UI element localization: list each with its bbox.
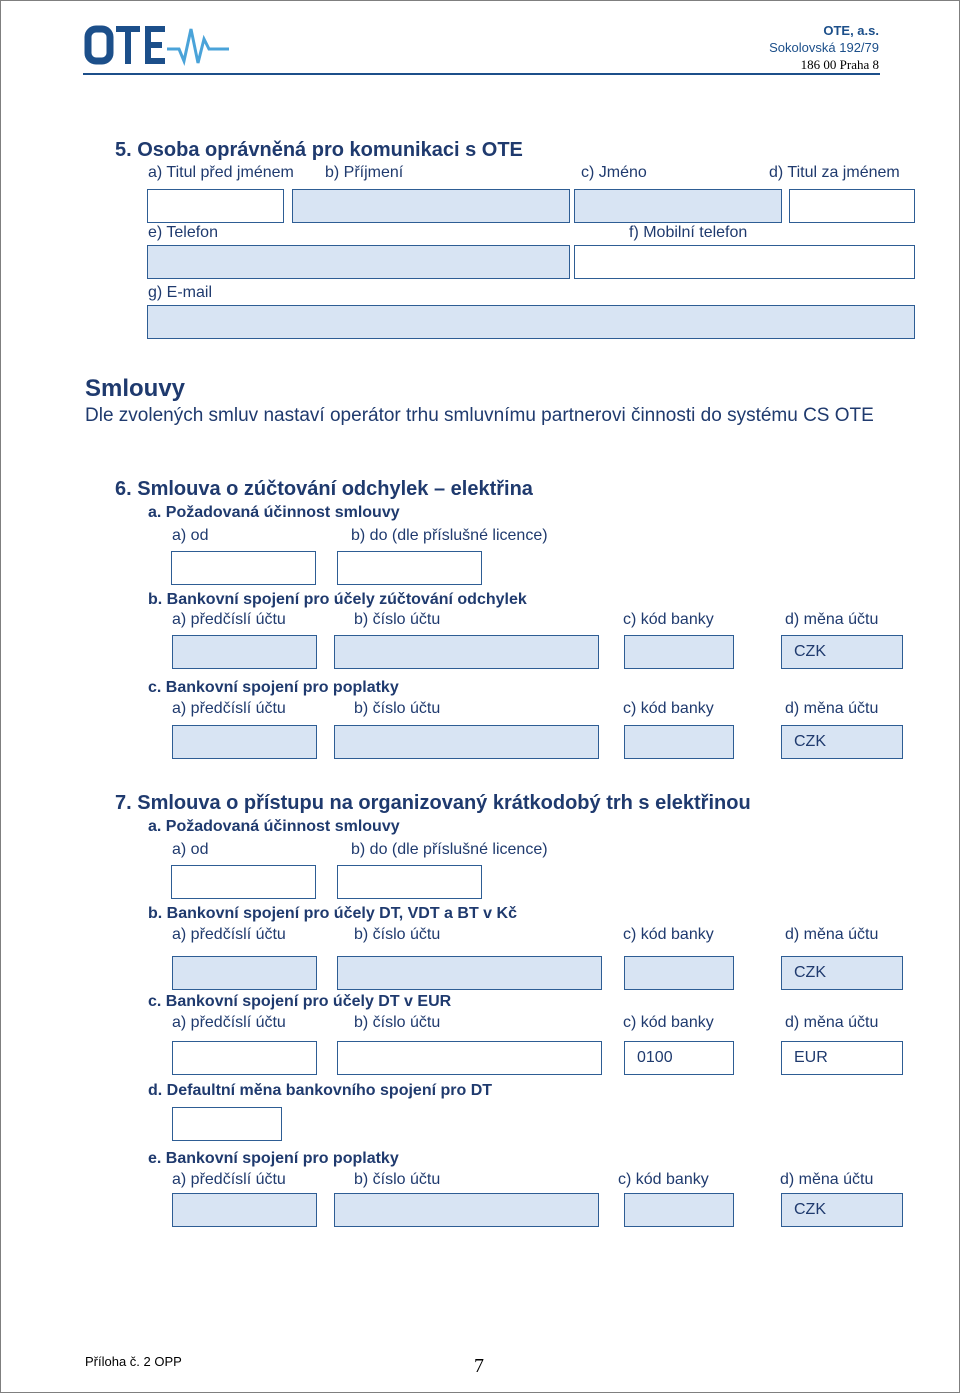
s7-label-to: b) do (dle příslušné licence): [351, 841, 548, 858]
s7-fees-bank-title: e. Bankovní spojení pro poplatky: [148, 1150, 399, 1167]
s6c-prefix-field[interactable]: [172, 725, 317, 759]
s7b-currency-field[interactable]: CZK: [781, 956, 903, 990]
label-mobile: f) Mobilní telefon: [629, 224, 748, 241]
s7c-bank-code-field[interactable]: 0100: [624, 1041, 734, 1075]
page-number: 7: [474, 1355, 484, 1377]
s7b-prefix-field[interactable]: [172, 956, 317, 990]
s7e-prefix-field[interactable]: [172, 1193, 317, 1227]
mobile-field[interactable]: [574, 245, 915, 279]
ote-logo: [83, 21, 233, 71]
s7-label-from: a) od: [172, 841, 209, 858]
firstname-field[interactable]: [574, 189, 782, 223]
s7-to-date-field[interactable]: [337, 865, 482, 899]
s6b-account-field[interactable]: [334, 635, 599, 669]
label-phone: e) Telefon: [148, 224, 218, 241]
s6-label-from: a) od: [172, 527, 209, 544]
s7-from-date-field[interactable]: [171, 865, 316, 899]
s7c-label-currency: d) měna účtu: [785, 1014, 879, 1031]
s7b-label-currency: d) měna účtu: [785, 926, 879, 943]
s6c-account-field[interactable]: [334, 725, 599, 759]
s7c-currency-field[interactable]: EUR: [781, 1041, 903, 1075]
s6-fees-bank-title: c. Bankovní spojení pro poplatky: [148, 679, 399, 696]
s6c-label-currency: d) měna účtu: [785, 700, 879, 717]
s6c-label-prefix: a) předčíslí účtu: [172, 700, 286, 717]
header-rule: [83, 73, 880, 75]
s7b-bank-code-field[interactable]: [624, 956, 734, 990]
s6-from-date-field[interactable]: [171, 551, 316, 585]
s7e-currency-field[interactable]: CZK: [781, 1193, 903, 1227]
s7b-label-account: b) číslo účtu: [354, 926, 441, 943]
s6c-label-account: b) číslo účtu: [354, 700, 441, 717]
footer-label: Příloha č. 2 OPP: [85, 1354, 182, 1369]
company-city: 186 00 Praha 8: [800, 57, 879, 72]
section-7-title: 7. Smlouva o přístupu na organizovaný krátkodobý trh s elektřinou: [115, 792, 751, 814]
s7b-label-bank: c) kód banky: [623, 926, 714, 943]
s7-default-currency-title: d. Defaultní měna bankovního spojení pro DT: [148, 1082, 493, 1099]
label-surname: b) Příjmení: [325, 164, 404, 181]
phone-field[interactable]: [147, 245, 570, 279]
s7e-account-field[interactable]: [334, 1193, 599, 1227]
s7e-label-prefix: a) předčíslí účtu: [172, 1171, 286, 1188]
section-5-title: 5. Osoba oprávněná pro komunikaci s OTE: [115, 139, 523, 161]
s6c-label-bank: c) kód banky: [623, 700, 714, 717]
s6-to-date-field[interactable]: [337, 551, 482, 585]
s7c-label-account: b) číslo účtu: [354, 1014, 441, 1031]
label-email: g) E-mail: [148, 284, 213, 301]
surname-field[interactable]: [292, 189, 570, 223]
s7b-label-prefix: a) předčíslí účtu: [172, 926, 286, 943]
company-street: Sokolovská 192/79: [769, 40, 879, 55]
s7-bank-eur-title: c. Bankovní spojení pro účely DT v EUR: [148, 993, 452, 1010]
s7b-account-field[interactable]: [337, 956, 602, 990]
s6c-currency-field[interactable]: CZK: [781, 725, 903, 759]
s6b-label-bank: c) kód banky: [623, 611, 714, 628]
s7e-label-bank: c) kód banky: [618, 1171, 709, 1188]
contracts-description: Dle zvolených smluv nastaví operátor trhu smluvnímu partnerovi činnosti do systému CS OTE: [85, 405, 874, 426]
title-after-field[interactable]: [789, 189, 915, 223]
s7c-account-field[interactable]: [337, 1041, 602, 1075]
email-field[interactable]: [147, 305, 915, 339]
s7c-label-bank: c) kód banky: [623, 1014, 714, 1031]
s6c-bank-code-field[interactable]: [624, 725, 734, 759]
s7e-label-currency: d) měna účtu: [780, 1171, 874, 1188]
label-firstname: c) Jméno: [581, 164, 647, 181]
s7-bank-czk-title: b. Bankovní spojení pro účely DT, VDT a BT v Kč: [148, 905, 517, 922]
s6b-label-currency: d) měna účtu: [785, 611, 879, 628]
s7e-bank-code-field[interactable]: [624, 1193, 734, 1227]
s6b-currency-field[interactable]: CZK: [781, 635, 903, 669]
company-name: OTE, a.s.: [823, 23, 879, 38]
section-6-title: 6. Smlouva o zúčtování odchylek – elektřina: [115, 478, 533, 500]
s6-bank-title: b. Bankovní spojení pro účely zúčtování odchylek: [148, 591, 527, 608]
s6b-label-account: b) číslo účtu: [354, 611, 441, 628]
company-address: [769, 22, 879, 73]
s6b-label-prefix: a) předčíslí účtu: [172, 611, 286, 628]
title-before-field[interactable]: [147, 189, 284, 223]
label-title-after: d) Titul za jménem: [769, 164, 900, 181]
s7-effectiveness-title: a. Požadovaná účinnost smlouvy: [148, 818, 400, 835]
s6-effectiveness-title: a. Požadovaná účinnost smlouvy: [148, 504, 400, 521]
s7c-prefix-field[interactable]: [172, 1041, 317, 1075]
s6-label-to: b) do (dle příslušné licence): [351, 527, 548, 544]
s7d-default-currency-field[interactable]: [172, 1107, 282, 1141]
s6b-bank-code-field[interactable]: [624, 635, 734, 669]
s7e-label-account: b) číslo účtu: [354, 1171, 441, 1188]
contracts-heading: Smlouvy: [85, 375, 186, 402]
label-title-before: a) Titul před jménem: [148, 164, 294, 181]
s7c-label-prefix: a) předčíslí účtu: [172, 1014, 286, 1031]
s6b-prefix-field[interactable]: [172, 635, 317, 669]
